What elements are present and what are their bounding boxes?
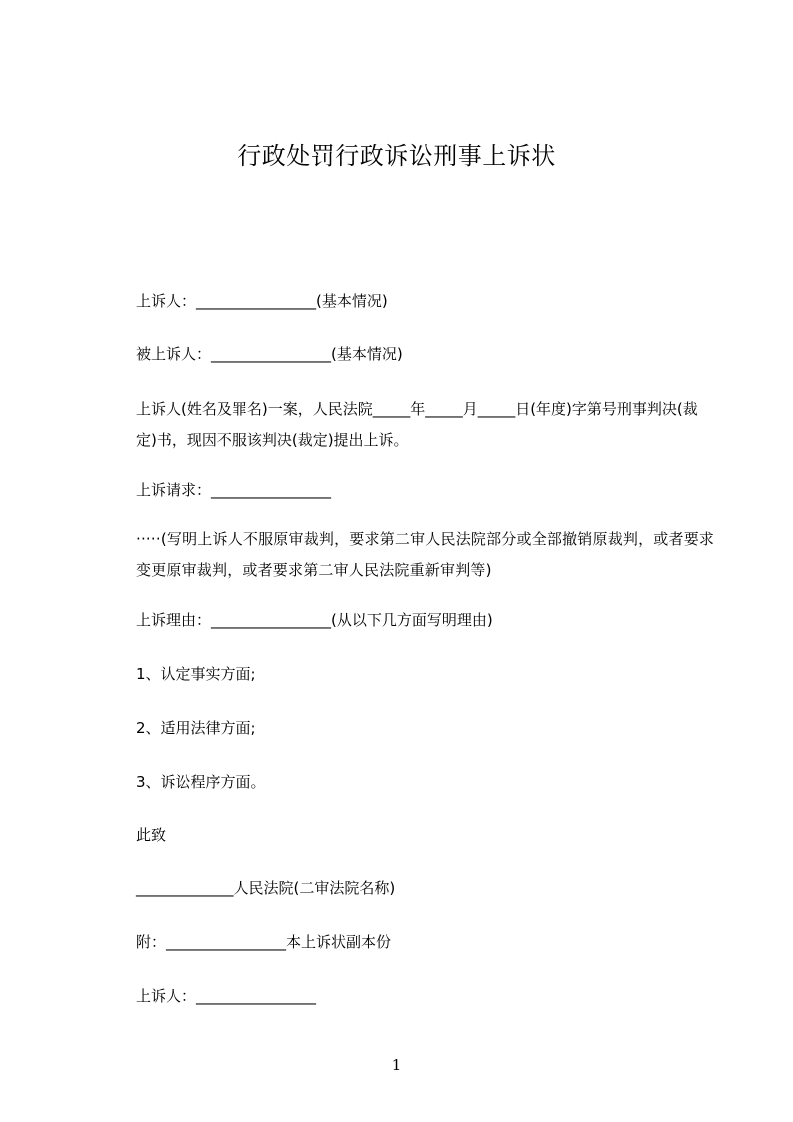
- salutation: 此致: [136, 826, 167, 844]
- reason-item-1: 1、认定事实方面;: [136, 665, 256, 683]
- court-line: _____________人民法院(二审法院名称): [136, 879, 396, 897]
- request-note-paragraph: ·····(写明上诉人不服原审裁判，要求第二审人民法院部分或全部撤销原裁判，或者要求变更原审裁判，或者要求第二审人民法院重新审判等): [136, 530, 715, 579]
- reason-item-3: 3、诉讼程序方面。: [136, 773, 266, 791]
- reason-item-2: 2、适用法律方面;: [136, 719, 256, 737]
- signature-line: 上诉人：________________: [136, 987, 317, 1005]
- attachment-line: 附：________________本上诉状副本份: [136, 933, 392, 951]
- case-intro-paragraph: 上诉人(姓名及罪名)一案，人民法院_____年_____月_____日(年度)字第号刑事判决(裁定)书，现因不服该判决(裁定)提出上诉。: [136, 400, 698, 449]
- appellee-line: 被上诉人：________________(基本情况): [136, 345, 403, 363]
- request-line: 上诉请求：________________: [136, 481, 332, 499]
- document-title: 行政处罚行政诉讼刑事上诉状: [237, 142, 556, 170]
- reasons-line: 上诉理由：________________(从以下几方面写明理由): [136, 611, 493, 629]
- page-number: 1: [391, 1056, 402, 1074]
- appellant-line: 上诉人：________________(基本情况): [136, 292, 388, 310]
